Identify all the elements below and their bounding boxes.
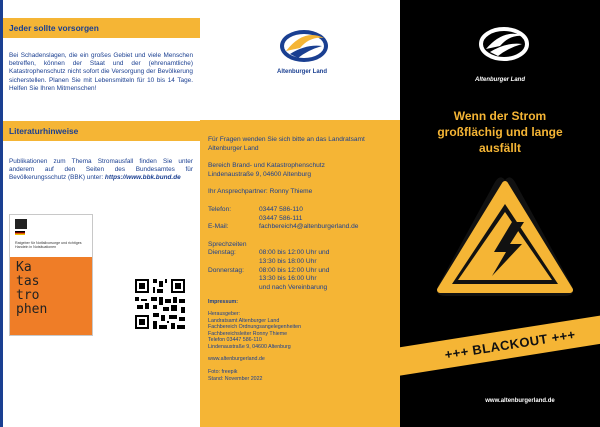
brand-name: Altenburger Land (276, 69, 327, 75)
phone-2[interactable]: 03447 586-111 (259, 214, 303, 222)
flag-stripe-icon (15, 231, 25, 235)
section-heading-vorsorge: Jeder sollte vorsorgen (3, 18, 200, 38)
altenburger-land-logo-icon (276, 26, 332, 66)
altenburger-land-logo-icon (478, 24, 530, 64)
contact-intro: Für Fragen wenden Sie sich bitte an das Landratsamt Altenburger Land (208, 136, 365, 152)
high-voltage-warning-icon (434, 174, 576, 300)
book-cover-image (9, 214, 93, 336)
date: Stand: November 2022 (208, 375, 263, 382)
photo-credit: Foto: freepik (208, 369, 238, 376)
imprint-org: Landratsamt Altenburger Land (208, 317, 280, 324)
book-title-line: phen (16, 302, 48, 317)
imprint-address: Lindenaustraße 9, 04600 Altenburg (208, 343, 291, 350)
email-link[interactable]: fachbereich4@altenburgerland.de (259, 223, 359, 231)
left-panel (0, 0, 200, 427)
cover-panel (400, 0, 600, 427)
book-title (10, 257, 92, 335)
middle-panel (200, 0, 400, 427)
tuesday-label: Dienstag: (208, 249, 236, 257)
bbk-link[interactable]: https://www.bbk.bund.de (104, 174, 181, 182)
hours-heading: Sprechzeiten (208, 240, 247, 248)
literatur-text (9, 158, 193, 183)
thursday-hours-3: und nach Vereinbarung (259, 283, 328, 291)
thursday-hours-1: 08:00 bis 12:00 Uhr und (259, 266, 330, 274)
blackout-band: +++ BLACKOUT +++ (400, 310, 600, 378)
phone-label: Telefon: (208, 205, 232, 213)
imprint-web[interactable]: www.altenburgerland.de (208, 356, 265, 363)
thursday-label: Donnerstag: (208, 266, 244, 274)
book-subtitle: Ratgeber für Notfallvorsorge und richtiges Handeln in Notsituationen (15, 241, 82, 250)
imprint-phone: Telefon 03447 586-110 (208, 337, 262, 344)
phone-1[interactable]: 03447 586-110 (259, 205, 303, 213)
website-link[interactable]: www.altenburgerland.de (485, 398, 555, 404)
imprint-dept: Fachbereich Ordnungsangelegenheiten (208, 324, 302, 331)
email-label: E-Mail: (208, 223, 229, 231)
contact-person: Ihr Ansprechpartner: Ronny Thieme (208, 188, 313, 196)
literatur-body: Publikationen zum Thema Stromausfall finden Sie unter anderem auf den Seiten des Bundesamtes für Bevölkerungsschutz (BBK) unter: (9, 158, 193, 182)
book-title-line: Ka (16, 260, 32, 275)
imprint-label: Herausgeber: (208, 310, 241, 317)
imprint (208, 299, 392, 382)
imprint-heading: Impressum: (208, 299, 239, 306)
tuesday-hours-1: 08:00 bis 12:00 Uhr und (259, 249, 330, 257)
book-title-line: tas (16, 274, 40, 289)
cover-title: Wenn der Strom großflächig und lange ausfällt (437, 109, 563, 155)
thursday-hours-2: 13:30 bis 16:00 Uhr (259, 275, 317, 283)
contact-info (200, 120, 400, 427)
logo-area (200, 0, 400, 120)
qr-code-icon[interactable] (133, 277, 187, 331)
vorsorge-text: Bei Schadenslagen, die ein großes Gebiet und viele Menschen betreffen, können der Staat und der (ehrenamtliche) Katastrophenschutz nicht sofort die Versorgung der Bevölkerung sicherstellen. Planen Sie mit Lebensmitteln für 10 bis 14 Tage. Helfen Sie Ihren Mitmenschen! (9, 52, 193, 92)
tuesday-hours-2: 13:30 bis 18:00 Uhr (259, 257, 317, 265)
book-title-line: tro (16, 288, 40, 303)
federal-eagle-icon (15, 219, 27, 229)
brand-name: Altenburger Land (474, 77, 525, 83)
address: Lindenaustraße 9, 04600 Altenburg (208, 170, 312, 178)
imprint-head: Fachbereichsleiter Ronny Thieme (208, 330, 288, 337)
department: Bereich Brand- und Katastrophenschutz (208, 162, 325, 170)
section-heading-literatur: Literaturhinweise (3, 121, 200, 141)
